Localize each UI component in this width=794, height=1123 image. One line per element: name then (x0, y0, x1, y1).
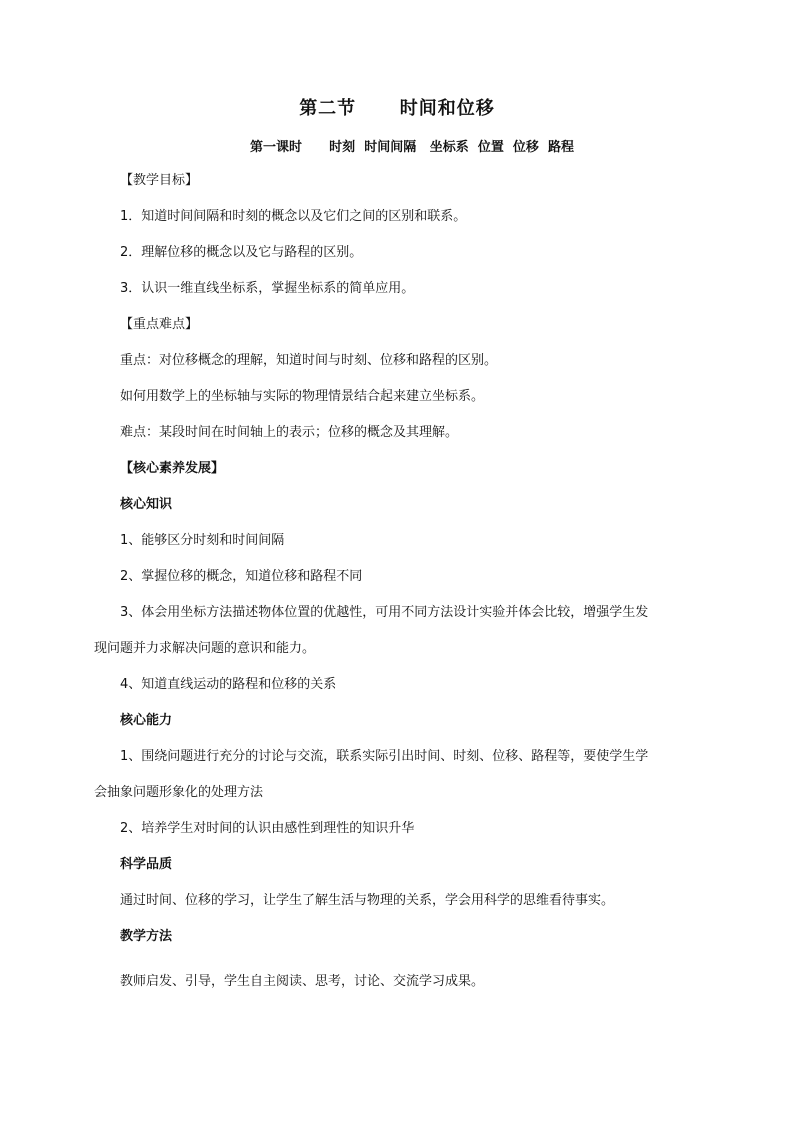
core-knowledge-3-line1: 3、体会用坐标方法描述物体位置的优越性，可用不同方法设计实验并体会比较，增强学生发 (120, 605, 649, 620)
core-knowledge-2: 2、掌握位移的概念，知道位移和路程不同 (120, 569, 363, 584)
section-heading-objectives: 【教学目标】 (120, 173, 199, 188)
core-ability-1-line1: 1、围绕问题进行充分的讨论与交流，联系实际引出时间、时刻、位移、路程等，要使学生学 (120, 749, 649, 764)
core-knowledge-heading: 核心知识 (120, 497, 173, 512)
core-knowledge-3-line2: 现问题并力求解决问题的意识和能力。 (94, 641, 316, 656)
section-heading-core: 【核心素养发展】 (120, 461, 225, 476)
objective-3: 3．认识一维直线坐标系，掌握坐标系的简单应用。 (120, 281, 415, 296)
core-knowledge-4: 4、知道直线运动的路程和位移的关系 (120, 677, 337, 692)
difficulty-text: 难点：某段时间在时间轴上的表示；位移的概念及其理解。 (120, 425, 459, 440)
teaching-method-heading: 教学方法 (120, 929, 173, 944)
key-point-text-2: 如何用数学上的坐标轴与实际的物理情景结合起来建立坐标系。 (120, 389, 485, 404)
document-title: 第二节 时间和位移 (299, 98, 495, 119)
science-quality-heading: 科学品质 (120, 857, 173, 872)
teaching-method-text: 教师启发、引导，学生自主阅读、思考，讨论、交流学习成果。 (120, 974, 485, 989)
objective-1: 1．知道时间间隔和时刻的概念以及它们之间的区别和联系。 (120, 209, 467, 224)
objective-2: 2．理解位移的概念以及它与路程的区别。 (120, 245, 363, 260)
core-ability-heading: 核心能力 (120, 713, 173, 728)
science-quality-text: 通过时间、位移的学习，让学生了解生活与物理的关系，学会用科学的思维看待事实。 (120, 893, 615, 908)
section-heading-key-points: 【重点难点】 (120, 317, 199, 332)
key-point-text: 重点：对位移概念的理解，知道时间与时刻、位移和路程的区别。 (120, 353, 498, 368)
core-ability-1-line2: 会抽象问题形象化的处理方法 (94, 785, 264, 800)
lesson-subtitle: 第一课时 时刻 时间间隔 坐标系 位置 位移 路程 (250, 140, 574, 155)
core-knowledge-1: 1、能够区分时刻和时间间隔 (120, 533, 285, 548)
core-ability-2: 2、培养学生对时间的认识由感性到理性的知识升华 (120, 821, 415, 836)
